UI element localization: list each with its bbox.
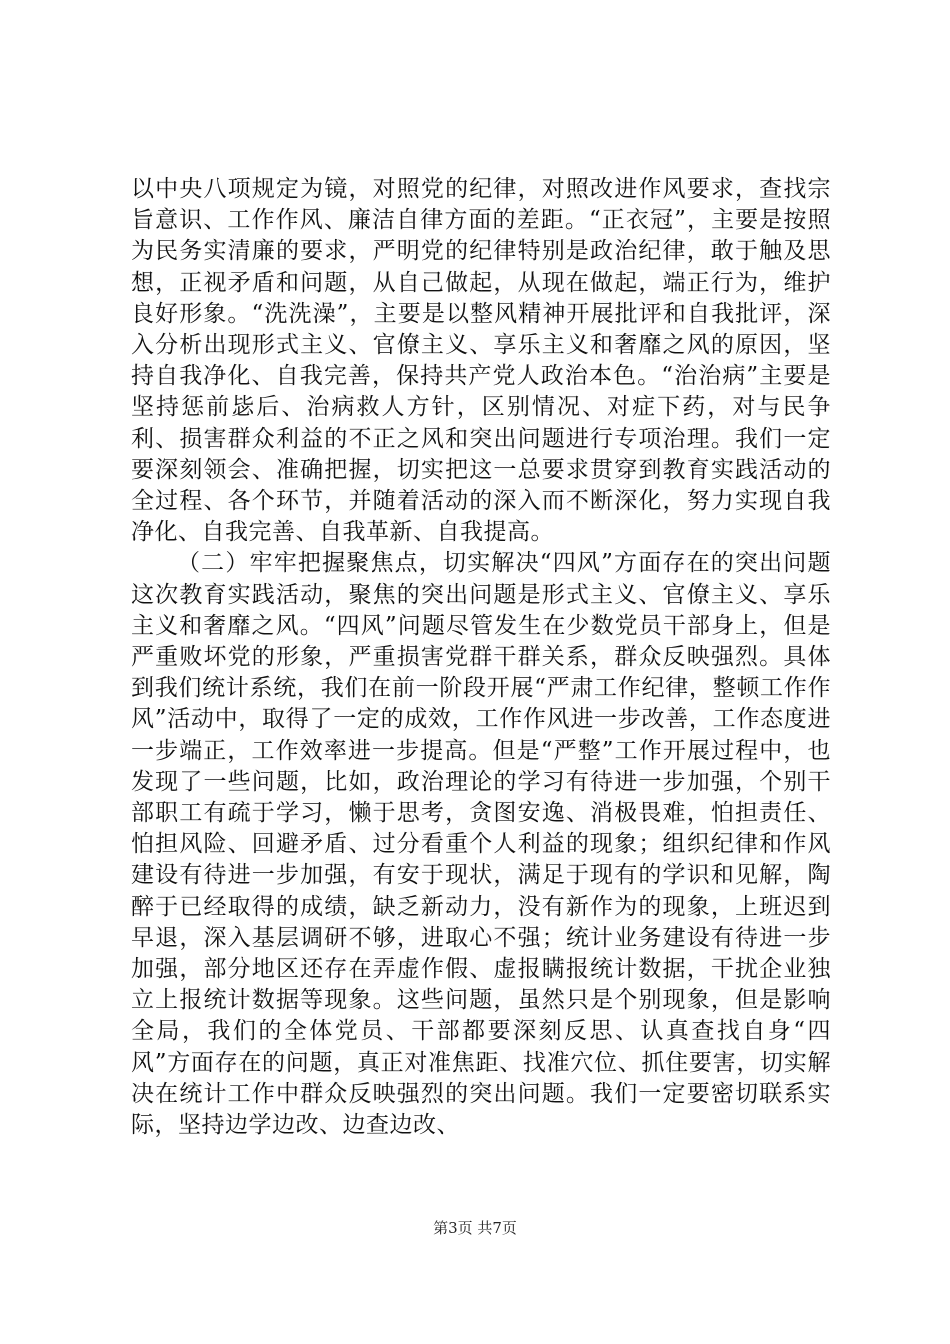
document-body — [131, 174, 831, 1141]
paragraph-1: 以中央八项规定为镜，对照党的纪律，对照改进作风要求，查找宗旨意识、工作作风、廉洁自律方面的差距。“正衣冠”，主要是按照为民务实清廉的要求，严明党的纪律特别是政治纪律，敢于触及思想，正视矛盾和问题，从自己做起，从现在做起，端正行为，维护良好形象。“洗洗澡”，主要是以整风精神开展批评和自我批评，深入分析出现形式主义、官僚主义、享乐主义和奢靡之风的原因，坚持自我净化、自我完善，保持共产党人政治本色。“治治病”主要是坚持惩前毖后、治病救人方针，区别情况、对症下药，对与民争利、损害群众利益的不正之风和突出问题进行专项治理。我们一定要深刻领会、准确把握，切实把这一总要求贯穿到教育实践活动的全过程、各个环节，并随着活动的深入而不断深化，努力实现自我净化、自我完善、自我革新、自我提高。 — [131, 176, 831, 546]
page-number-footer: 第3页 共7页 — [433, 1219, 517, 1237]
paragraph-2: （二）牢牢把握聚焦点，切实解决“四风”方面存在的突出问题这次教育实践活动，聚焦的突出问题是形式主义、官僚主义、享乐主义和奢靡之风。“四风”问题尽管发生在少数党员干部身上，但是严重败坏党的形象，严重损害党群干群关系，群众反映强烈。具体到我们统计系统，我们在前一阶段开展“严肃工作纪律，整顿工作作风”活动中，取得了一定的成效，工作作风进一步改善，工作态度进一步端正，工作效率进一步提高。但是“严整”工作开展过程中，也发现了一些问题，比如，政治理论的学习有待进一步加强，个别干部职工有疏于学习，懒于思考，贪图安逸、消极畏难，怕担责任、怕担风险、回避矛盾、过分看重个人利益的现象；组织纪律和作风建设有待进一步加强，有安于现状，满足于现有的学识和见解，陶醉于已经取得的成绩，缺乏新动力，没有新作为的现象，上班迟到早退，深入基层调研不够，进取心不强；统计业务建设有待进一步加强，部分地区还存在弄虚作假、虚报瞒报统计数据，干扰企业独立上报统计数据等现象。这些问题，虽然只是个别现象，但是影响全局，我们的全体党员、干部都要深刻反思、认真查找自身“四风”方面存在的问题，真正对准焦距、找准穴位、抓住要害，切实解决在统计工作中群众反映强烈的突出问题。我们一定要密切联系实际，坚持边学边改、边查边改、 — [131, 550, 831, 1139]
